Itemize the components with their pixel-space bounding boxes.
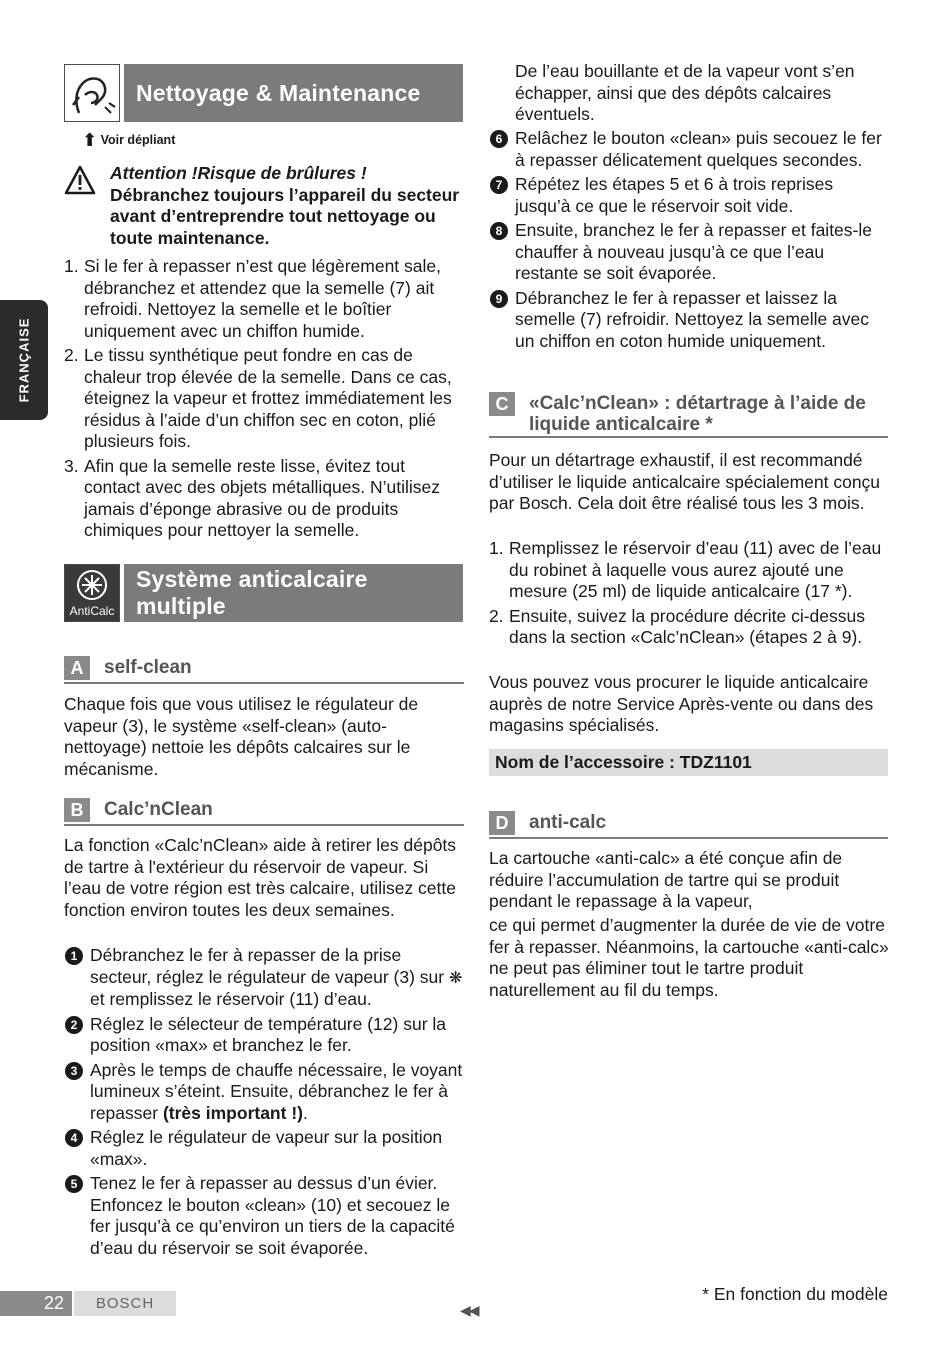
step-item: 7 Répétez les étapes 5 et 6 à trois reprises jusqu’à ce que le réservoir soit vide. [489, 174, 889, 217]
section-b-title: Calc’nClean [104, 799, 213, 820]
step-5-continuation: De l’eau bouillante et de la vapeur vont s’en échapper, ainsi que des dépôts calcaires éventuels. [515, 61, 855, 124]
list-item: 3. Afin que la semelle reste lisse, évitez tout contact avec des objets métalliques. N’utilisez jamais d’éponge abrasive ou de produits chimiques pour nettoyer la semelle. [64, 455, 441, 540]
anticalc-title: Système anticalcaire multiple [124, 564, 463, 622]
step-item: 3 Après le temps de chauffe nécessaire, le voyant lumineux s’éteint. Ensuite, débranchez le fer à repasser (très important !). [64, 1060, 464, 1125]
list-item: 2. Le tissu synthétique peut fondre en cas de chaleur trop élevée de la semelle. Dans ce cas, éteignez la vapeur et frottez immédiatement les résidus à l’aide d’un chiffon sec en coton, plié plusieurs fois. [64, 345, 452, 451]
step-item: 9 Débranchez le fer à repasser et laissez la semelle (7) refroidir. Nettoyez la semelle avec un chiffon en coton humide uniquement. [489, 288, 889, 353]
section-d-body-2: ce qui permet d’augmenter la durée de vie de votre fer à repasser. Néanmoins, la cartouche «anti-calc» ne peut pas éliminer tout le tartre produit naturellement au fil du temps. [489, 915, 889, 1000]
step-item: 5 Tenez le fer à repasser au dessus d’un évier. Enfoncez le bouton «clean» (10) et secouez le fer jusqu’à ce qu’environ un tiers de la capacité d’eau du réservoir se soit évaporée. [64, 1173, 464, 1259]
section-c-title: «Calc’nClean» : détartrage à l’aide de liquide anticalcaire * [529, 393, 866, 435]
section-b-header [64, 798, 464, 826]
section-b-letter: B [64, 798, 90, 822]
step-item: 4 Réglez le régulateur de vapeur sur la position «max». [64, 1127, 464, 1170]
section-d-title: anti-calc [529, 812, 607, 833]
section-d-letter: D [489, 811, 515, 835]
section-d-body-1: La cartouche «anti-calc» a été conçue afin de réduire l’accumulation de tartre qui se produit pendant le repassage à la vapeur, [489, 848, 843, 911]
section-c-outro: Vous pouvez vous procurer le liquide anticalcaire auprès de notre Service Après-vente ou dans des magasins spécialisés. [489, 672, 874, 735]
section-a-body: Chaque fois que vous utilisez le régulateur de vapeur (3), le système «self-clean» (auto-nettoyage) nettoie les dépôts calcaires sur le mécanisme. [64, 694, 419, 779]
hand-cleaning-icon [64, 64, 120, 122]
anticalc-icon [64, 564, 120, 622]
page-number: 22 [0, 1291, 72, 1316]
section-d-header [489, 811, 888, 839]
calcnclean-steps [64, 945, 464, 1262]
section-a-header [64, 656, 464, 684]
section-c-header [489, 392, 888, 438]
step-item: 6 Relâchez le bouton «clean» puis secouez le fer à repasser délicatement quelques secondes. [489, 128, 889, 171]
language-tab-label: FRANÇAISE [16, 317, 32, 403]
list-item: 1. Remplissez le réservoir d’eau (11) avec de l’eau du robinet à laquelle vous aurez ajouté une mesure (25 ml) de liquide anticalcaire (17 *). [489, 538, 882, 601]
section-c-intro: Pour un détartrage exhaustif, il est recommandé d’utiliser le liquide anticalcaire spécialement conçu par Bosch. Cela doit être réalisé tous les 3 mois. [489, 450, 881, 513]
maintenance-header [64, 64, 463, 122]
warning-block [64, 163, 464, 249]
section-a-title: self-clean [104, 657, 192, 678]
maintenance-title: Nettoyage & Maintenance [124, 64, 463, 122]
brand-label: BOSCH [74, 1291, 176, 1316]
anticalc-icon-label: AntiCalc [69, 604, 115, 618]
list-item: 1. Si le fer à repasser n’est que légèrement sale, débranchez et attendez que la semelle (7) ait refroidi. Nettoyez la semelle et le boîtier uniquement avec un chiffon humide. [64, 256, 441, 341]
anticalc-header [64, 564, 463, 622]
step-item: 8 Ensuite, branchez le fer à repasser et faites-le chauffer à nouveau jusqu’à ce que l’eau restante se soit évaporée. [489, 220, 889, 285]
accessory-name: Nom de l’accessoire : TDZ1101 [489, 749, 888, 776]
arrow-up-icon: ⬆ [82, 130, 98, 150]
warning-triangle-icon [64, 165, 96, 200]
double-arrow-left-icon[interactable]: ◀◀ [460, 1302, 478, 1318]
calc-symbol-icon: ❋ [448, 969, 463, 987]
section-c-list [489, 538, 889, 652]
language-tab [0, 300, 48, 420]
section-c-letter: C [489, 392, 515, 416]
maintenance-list [64, 256, 464, 545]
calcnclean-steps-cont [489, 128, 889, 355]
warning-title: Attention !Risque de brûlures ! [110, 163, 367, 183]
warning-body: Débranchez toujours l’appareil du secteur avant d’entreprendre tout nettoyage ou toute maintenance. [110, 184, 460, 248]
list-item: 2. Ensuite, suivez la procédure décrite ci-dessus dans la section «Calc’nClean» (étapes 2 à 9). [489, 605, 866, 647]
section-a-letter: A [64, 656, 90, 680]
section-b-body: La fonction «Calc’nClean» aide à retirer les dépôts de tartre à l'extérieur du réservoir de vapeur. Si l’eau de votre région est très calcaire, utilisez cette fonction environ toutes les deux semaines. [64, 835, 457, 920]
voir-depliant-text: Voir dépliant [100, 133, 176, 147]
voir-depliant [82, 130, 175, 150]
footnote: * En fonction du modèle [702, 1284, 888, 1304]
step-item: 2 Réglez le sélecteur de température (12) sur la position «max» et branchez le fer. [64, 1014, 464, 1057]
step-item: 1 Débranchez le fer à repasser de la prise secteur, réglez le régulateur de vapeur (3) sur ❋ et remplissez le réservoir (11) d’eau. [64, 945, 464, 1011]
